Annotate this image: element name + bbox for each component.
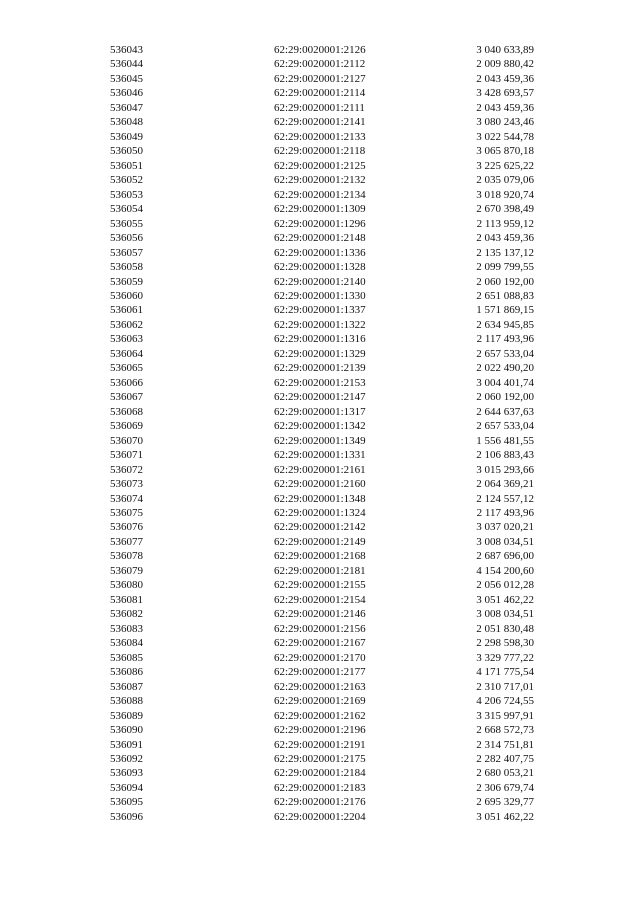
cadastral-value: 3 004 401,74 <box>476 376 534 389</box>
row-number: 536078 <box>110 550 143 563</box>
table-row <box>0 622 640 636</box>
cadastral-number: 62:29:0020001:1349 <box>274 434 366 447</box>
cadastral-value: 3 080 243,46 <box>476 116 534 129</box>
row-number: 536089 <box>110 709 143 722</box>
row-number: 536094 <box>110 781 143 794</box>
cadastral-value: 2 687 696,00 <box>476 550 534 563</box>
table-row <box>0 173 640 187</box>
cadastral-value: 2 135 137,12 <box>476 246 534 259</box>
row-number: 536044 <box>110 58 143 71</box>
table-row <box>0 57 640 71</box>
cadastral-number: 62:29:0020001:2170 <box>274 651 366 664</box>
table-row <box>0 535 640 549</box>
cadastral-number: 62:29:0020001:2118 <box>274 145 366 158</box>
table-row <box>0 593 640 607</box>
cadastral-number: 62:29:0020001:2149 <box>274 535 366 548</box>
row-number: 536069 <box>110 420 143 433</box>
table-row <box>0 289 640 303</box>
cadastral-value: 3 040 633,89 <box>476 44 534 56</box>
cadastral-number: 62:29:0020001:1342 <box>274 420 366 433</box>
table-row <box>0 202 640 216</box>
table-row <box>0 448 640 462</box>
cadastral-value: 2 657 533,04 <box>476 347 534 360</box>
cadastral-value: 2 113 959,12 <box>476 217 534 230</box>
table-row <box>0 766 640 780</box>
row-number: 536049 <box>110 130 143 143</box>
row-number: 536080 <box>110 579 143 592</box>
table-row <box>0 376 640 390</box>
row-number: 536067 <box>110 391 143 404</box>
row-number: 536086 <box>110 666 143 679</box>
table-row <box>0 810 640 824</box>
table-row <box>0 303 640 317</box>
cadastral-number: 62:29:0020001:2140 <box>274 275 366 288</box>
cadastral-number: 62:29:0020001:2191 <box>274 738 366 751</box>
cadastral-number: 62:29:0020001:2147 <box>274 391 366 404</box>
cadastral-value: 2 043 459,36 <box>476 232 534 245</box>
row-number: 536074 <box>110 492 143 505</box>
table-row <box>0 738 640 752</box>
cadastral-value: 2 117 493,96 <box>476 333 534 346</box>
row-number: 536054 <box>110 203 143 216</box>
row-number: 536058 <box>110 261 143 274</box>
row-number: 536064 <box>110 347 143 360</box>
cadastral-number: 62:29:0020001:2132 <box>274 174 366 187</box>
cadastral-value: 2 282 407,75 <box>476 752 534 765</box>
row-number: 536071 <box>110 449 143 462</box>
cadastral-value: 2 106 883,43 <box>476 449 534 462</box>
row-number: 536082 <box>110 608 143 621</box>
row-number: 536090 <box>110 724 143 737</box>
cadastral-value: 2 306 679,74 <box>476 781 534 794</box>
cadastral-value: 3 225 625,22 <box>476 159 534 172</box>
row-number: 536060 <box>110 289 143 302</box>
row-number: 536079 <box>110 564 143 577</box>
table-row <box>0 781 640 795</box>
row-number: 536047 <box>110 101 143 114</box>
table-row <box>0 72 640 86</box>
cadastral-value: 4 171 775,54 <box>476 666 534 679</box>
table-row <box>0 43 640 57</box>
cadastral-value: 2 043 459,36 <box>476 72 534 85</box>
cadastral-number: 62:29:0020001:2148 <box>274 232 366 245</box>
cadastral-value: 4 154 200,60 <box>476 564 534 577</box>
cadastral-number: 62:29:0020001:1328 <box>274 261 366 274</box>
cadastral-number: 62:29:0020001:2155 <box>274 579 366 592</box>
cadastral-value: 2 060 192,00 <box>476 391 534 404</box>
cadastral-number: 62:29:0020001:2183 <box>274 781 366 794</box>
row-number: 536076 <box>110 521 143 534</box>
cadastral-number: 62:29:0020001:2126 <box>274 44 366 56</box>
row-number: 536062 <box>110 318 143 331</box>
cadastral-number: 62:29:0020001:2111 <box>274 101 365 114</box>
cadastral-value: 4 206 724,55 <box>476 695 534 708</box>
table-row <box>0 101 640 115</box>
table-row <box>0 752 640 766</box>
row-number: 536093 <box>110 767 143 780</box>
cadastral-value: 2 043 459,36 <box>476 101 534 114</box>
cadastral-number: 62:29:0020001:2196 <box>274 724 366 737</box>
row-number: 536088 <box>110 695 143 708</box>
cadastral-value: 3 008 034,51 <box>476 535 534 548</box>
cadastral-number: 62:29:0020001:2163 <box>274 680 366 693</box>
cadastral-number: 62:29:0020001:2204 <box>274 810 366 823</box>
cadastral-number: 62:29:0020001:2156 <box>274 622 366 635</box>
table-row <box>0 231 640 245</box>
cadastral-value: 2 117 493,96 <box>476 507 534 519</box>
cadastral-number: 62:29:0020001:2184 <box>274 767 366 780</box>
cadastral-value: 3 428 693,57 <box>476 87 534 100</box>
row-number: 536053 <box>110 188 143 201</box>
cadastral-number: 62:29:0020001:1322 <box>274 318 366 331</box>
cadastral-value: 3 018 920,74 <box>476 188 534 201</box>
row-number: 536055 <box>110 217 143 230</box>
row-number: 536075 <box>110 507 143 519</box>
cadastral-number: 62:29:0020001:1329 <box>274 347 366 360</box>
table-row <box>0 246 640 260</box>
table-row <box>0 390 640 404</box>
table-row <box>0 130 640 144</box>
table-row <box>0 723 640 737</box>
table-row <box>0 506 640 520</box>
cadastral-number: 62:29:0020001:2114 <box>274 87 366 100</box>
cadastral-value: 2 670 398,49 <box>476 203 534 216</box>
row-number: 536092 <box>110 752 143 765</box>
table-row <box>0 144 640 158</box>
cadastral-value: 2 310 717,01 <box>476 680 534 693</box>
table-row <box>0 665 640 679</box>
cadastral-number: 62:29:0020001:2141 <box>274 116 366 129</box>
cadastral-number: 62:29:0020001:2161 <box>274 463 366 476</box>
cadastral-value: 3 065 870,18 <box>476 145 534 158</box>
table-row <box>0 361 640 375</box>
cadastral-value: 3 015 293,66 <box>476 463 534 476</box>
cadastral-number: 62:29:0020001:2146 <box>274 608 366 621</box>
table-row <box>0 492 640 506</box>
cadastral-value: 3 022 544,78 <box>476 130 534 143</box>
row-number: 536085 <box>110 651 143 664</box>
table-row <box>0 347 640 361</box>
table-row <box>0 405 640 419</box>
cadastral-value: 3 329 777,22 <box>476 651 534 664</box>
row-number: 536084 <box>110 637 143 650</box>
row-number: 536043 <box>110 44 143 56</box>
table-row <box>0 694 640 708</box>
table-row <box>0 549 640 563</box>
cadastral-value: 1 556 481,55 <box>476 434 534 447</box>
cadastral-number: 62:29:0020001:2153 <box>274 376 366 389</box>
row-number: 536059 <box>110 275 143 288</box>
cadastral-value: 2 099 799,55 <box>476 261 534 274</box>
cadastral-number: 62:29:0020001:2168 <box>274 550 366 563</box>
table-row <box>0 318 640 332</box>
row-number: 536068 <box>110 405 143 418</box>
cadastral-value: 2 651 088,83 <box>476 289 534 302</box>
row-number: 536057 <box>110 246 143 259</box>
cadastral-value: 3 315 997,91 <box>476 709 534 722</box>
table-row <box>0 680 640 694</box>
table-row <box>0 795 640 809</box>
table-row <box>0 463 640 477</box>
row-number: 536056 <box>110 232 143 245</box>
cadastral-number: 62:29:0020001:2181 <box>274 564 366 577</box>
cadastral-value: 2 124 557,12 <box>476 492 534 505</box>
table-row <box>0 477 640 491</box>
row-number: 536083 <box>110 622 143 635</box>
cadastral-value: 2 064 369,21 <box>476 478 534 491</box>
cadastral-number: 62:29:0020001:2162 <box>274 709 366 722</box>
row-number: 536081 <box>110 593 143 606</box>
cadastral-value: 2 695 329,77 <box>476 796 534 809</box>
table-row <box>0 86 640 100</box>
table-row <box>0 159 640 173</box>
cadastral-number: 62:29:0020001:1296 <box>274 217 366 230</box>
row-number: 536061 <box>110 304 143 317</box>
row-number: 536087 <box>110 680 143 693</box>
cadastral-number: 62:29:0020001:1331 <box>274 449 366 462</box>
cadastral-value: 3 051 462,22 <box>476 810 534 823</box>
cadastral-number: 62:29:0020001:2167 <box>274 637 366 650</box>
cadastral-number: 62:29:0020001:1316 <box>274 333 366 346</box>
cadastral-number: 62:29:0020001:2112 <box>274 58 366 71</box>
cadastral-value: 2 009 880,42 <box>476 58 534 71</box>
table-row <box>0 115 640 129</box>
cadastral-value: 1 571 869,15 <box>476 304 534 317</box>
cadastral-value-table <box>0 43 640 824</box>
row-number: 536063 <box>110 333 143 346</box>
table-row <box>0 419 640 433</box>
cadastral-number: 62:29:0020001:2127 <box>274 72 366 85</box>
cadastral-value: 2 680 053,21 <box>476 767 534 780</box>
cadastral-value: 2 657 533,04 <box>476 420 534 433</box>
row-number: 536051 <box>110 159 143 172</box>
cadastral-value: 2 060 192,00 <box>476 275 534 288</box>
cadastral-value: 2 056 012,28 <box>476 579 534 592</box>
row-number: 536052 <box>110 174 143 187</box>
table-row <box>0 217 640 231</box>
cadastral-number: 62:29:0020001:2125 <box>274 159 366 172</box>
cadastral-number: 62:29:0020001:1337 <box>274 304 366 317</box>
table-row <box>0 578 640 592</box>
cadastral-value: 2 022 490,20 <box>476 362 534 375</box>
table-row <box>0 651 640 665</box>
cadastral-value: 2 644 637,63 <box>476 405 534 418</box>
cadastral-number: 62:29:0020001:2142 <box>274 521 366 534</box>
cadastral-number: 62:29:0020001:1317 <box>274 405 366 418</box>
cadastral-number: 62:29:0020001:2134 <box>274 188 366 201</box>
cadastral-number: 62:29:0020001:2154 <box>274 593 366 606</box>
table-row <box>0 188 640 202</box>
row-number: 536070 <box>110 434 143 447</box>
cadastral-number: 62:29:0020001:2176 <box>274 796 366 809</box>
table-row <box>0 564 640 578</box>
cadastral-value: 2 298 598,30 <box>476 637 534 650</box>
cadastral-number: 62:29:0020001:1330 <box>274 289 366 302</box>
table-row <box>0 607 640 621</box>
table-row <box>0 520 640 534</box>
cadastral-number: 62:29:0020001:1336 <box>274 246 366 259</box>
row-number: 536045 <box>110 72 143 85</box>
row-number: 536048 <box>110 116 143 129</box>
row-number: 536046 <box>110 87 143 100</box>
cadastral-value: 2 035 079,06 <box>476 174 534 187</box>
table-row <box>0 709 640 723</box>
cadastral-value: 2 668 572,73 <box>476 724 534 737</box>
cadastral-number: 62:29:0020001:1324 <box>274 507 366 519</box>
row-number: 536077 <box>110 535 143 548</box>
table-row <box>0 636 640 650</box>
cadastral-value: 3 051 462,22 <box>476 593 534 606</box>
table-row <box>0 275 640 289</box>
cadastral-number: 62:29:0020001:2177 <box>274 666 366 679</box>
cadastral-value: 2 634 945,85 <box>476 318 534 331</box>
cadastral-number: 62:29:0020001:2175 <box>274 752 366 765</box>
cadastral-number: 62:29:0020001:1348 <box>274 492 366 505</box>
row-number: 536073 <box>110 478 143 491</box>
cadastral-value: 3 008 034,51 <box>476 608 534 621</box>
table-row <box>0 434 640 448</box>
cadastral-value: 2 314 751,81 <box>476 738 534 751</box>
cadastral-number: 62:29:0020001:2169 <box>274 695 366 708</box>
cadastral-number: 62:29:0020001:1309 <box>274 203 366 216</box>
cadastral-value: 3 037 020,21 <box>476 521 534 534</box>
row-number: 536050 <box>110 145 143 158</box>
row-number: 536091 <box>110 738 143 751</box>
cadastral-number: 62:29:0020001:2139 <box>274 362 366 375</box>
cadastral-value: 2 051 830,48 <box>476 622 534 635</box>
row-number: 536096 <box>110 810 143 823</box>
row-number: 536066 <box>110 376 143 389</box>
table-row <box>0 332 640 346</box>
cadastral-number: 62:29:0020001:2160 <box>274 478 366 491</box>
cadastral-number: 62:29:0020001:2133 <box>274 130 366 143</box>
row-number: 536065 <box>110 362 143 375</box>
row-number: 536095 <box>110 796 143 809</box>
table-row <box>0 260 640 274</box>
row-number: 536072 <box>110 463 143 476</box>
